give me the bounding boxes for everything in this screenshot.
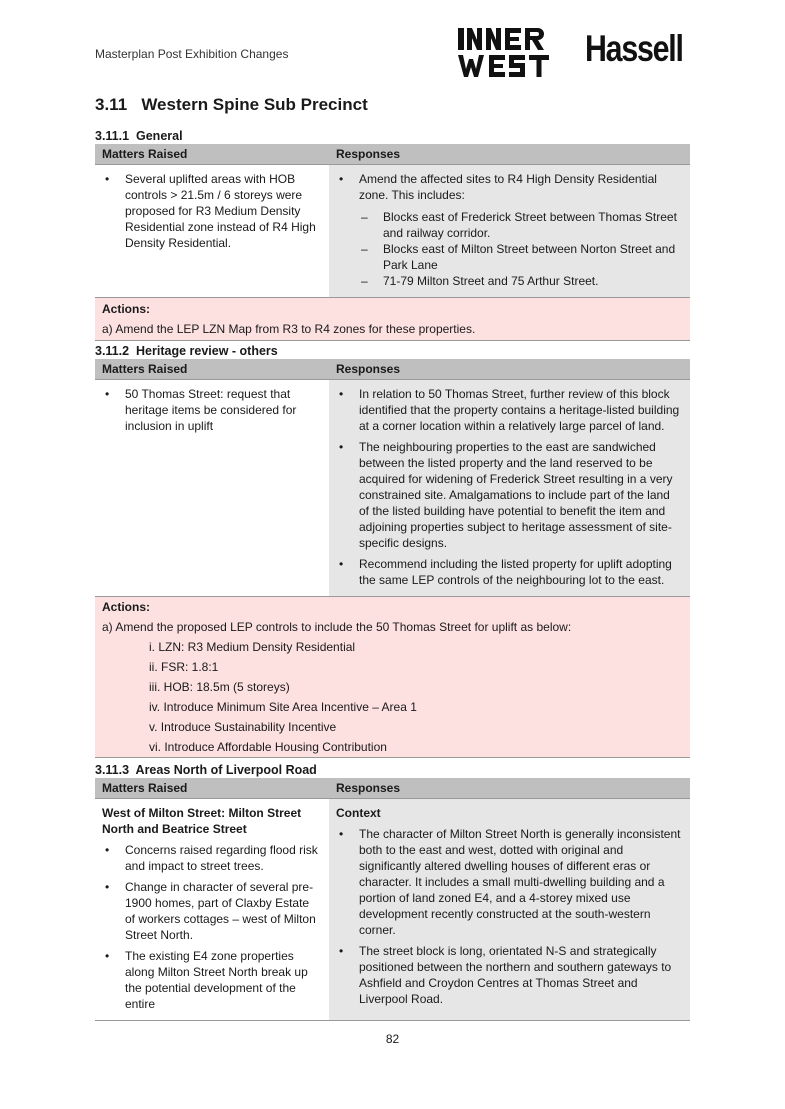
page-number: 82 [385,1032,400,1046]
action-item: i. LZN: R3 Medium Density Residential [149,640,356,654]
response-item: • In relation to 50 Thomas Street, further review of this block identified that the property contains a heritage-listed building at a corner location within a relatively large parcel of land. [336,386,683,434]
response-text: Amend the affected sites to R4 High Density Residential zone. This includes: [359,172,657,202]
responses-cell [329,165,690,298]
document-header-title: Masterplan Post Exhibition Changes [95,47,289,61]
response-item: • The neighbouring properties to the east are sandwiched between the listed property and the land reserved to be acquired for widening of Frederick Street resulting in a very constrained site. Amalgamations to include part of the land of the listed building have potential to benefit the item and adjoining properties subject to heritage assessment of site-specific designs. [336,439,683,551]
section-areas-north-liverpool-road [95,763,690,1021]
responses-cell [329,799,690,1021]
response-item [336,171,683,289]
response-item: • The street block is long, orientated N-S and strategically positioned between the northern and southern gateways to Ashfield and Croydon Centres at Thomas Street and Liverpool Road. [336,943,683,1007]
hassell-logo: Hassell [585,28,683,69]
section-title: 3.11.3 Areas North of Liverpool Road [95,763,317,777]
actions-box [95,297,690,341]
matter-item: • 50 Thomas Street: request that heritage items be considered for inclusion in uplift [102,386,322,434]
action-item: iii. HOB: 18.5m (5 storeys) [149,680,290,694]
action-item: ii. FSR: 1.8:1 [149,660,219,674]
matters-cell [95,165,329,298]
column-header-matters: Matters Raised [95,144,329,165]
matter-item: • The existing E4 zone properties along Milton Street North break up the potential development of the entire [102,948,322,1012]
page-heading: 3.11 Western Spine Sub Precinct [95,95,368,114]
matter-item: • Change in character of several pre-1900 homes, part of Claxby Estate of workers cottages – west of Milton Street North. [102,879,322,943]
matters-table [95,359,690,596]
action-item: a) Amend the LEP LZN Map from R3 to R4 zones for these properties. [102,322,476,336]
response-item: • Recommend including the listed property for uplift adopting the same LEP controls of the neighbouring lot to the east. [336,556,683,588]
action-intro: a) Amend the proposed LEP controls to include the 50 Thomas Street for uplift as below: [102,620,572,634]
column-header-responses: Responses [329,144,690,165]
action-item: iv. Introduce Minimum Site Area Incentive – Area 1 [149,700,417,714]
section-general [95,129,690,341]
response-subitem: – Blocks east of Milton Street between Norton Street and Park Lane [359,241,683,273]
matters-cell [95,380,329,597]
matters-subheading: West of Milton Street: Milton Street North and Beatrice Street [102,806,302,836]
matters-table [95,778,690,1021]
column-header-matters: Matters Raised [95,778,329,799]
section-heritage-review [95,344,690,758]
column-header-responses: Responses [329,778,690,799]
inner-west-logo [457,27,557,79]
responses-subheading: Context [336,806,381,820]
actions-box [95,596,690,758]
matter-item: • Concerns raised regarding flood risk and impact to street trees. [102,842,322,874]
responses-cell [329,380,690,597]
response-item: • The character of Milton Street North is generally inconsistent both to the east and west, dotted with original and significantly altered dwelling houses of different eras or character. It includes a small multi-dwelling building and a portion of land zoned E4, and a 4-storey mixed use development recently constructed at the south-western corner. [336,826,683,938]
response-subitem: – Blocks east of Frederick Street between Thomas Street and railway corridor. [359,209,683,241]
response-subitem: – 71-79 Milton Street and 75 Arthur Street. [359,273,683,289]
matters-cell [95,799,329,1021]
section-title: 3.11.1 General [95,129,183,143]
column-header-matters: Matters Raised [95,359,329,380]
section-title: 3.11.2 Heritage review - others [95,344,278,358]
actions-label: Actions: [102,302,150,316]
action-item: vi. Introduce Affordable Housing Contribution [149,740,387,754]
action-item: v. Introduce Sustainability Incentive [149,720,337,734]
column-header-responses: Responses [329,359,690,380]
actions-label: Actions: [102,600,150,614]
matters-table [95,144,690,297]
matter-item: • Several uplifted areas with HOB controls > 21.5m / 6 storeys were proposed for R3 Medium Density Residential zone instead of R4 High Density Residential. [102,171,322,251]
